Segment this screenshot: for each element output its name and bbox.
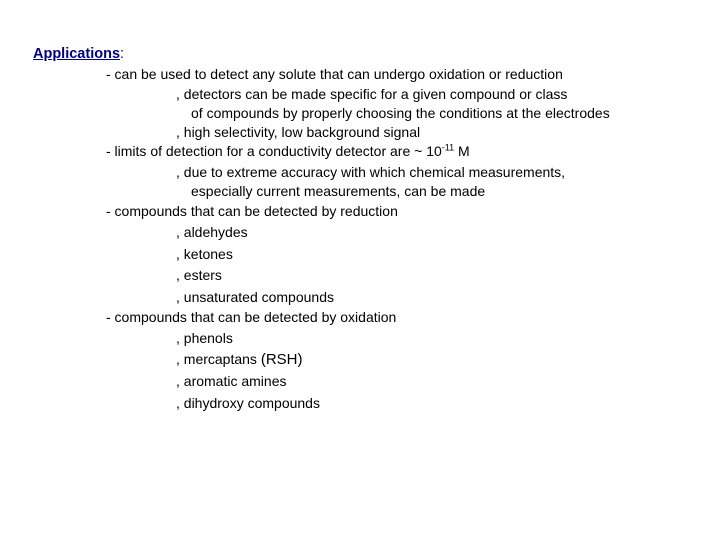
detection-limit-unit: M: [454, 143, 470, 159]
detection-limit-text: - limits of detection for a conductivity detector are ~ 10: [106, 143, 442, 159]
sub-bullet-line: , dihydroxy compounds: [176, 395, 320, 411]
sub-bullet-continuation: of compounds by properly choosing the conditions at the electrodes: [191, 105, 610, 121]
mercaptans-text: , mercaptans: [176, 351, 261, 367]
sub-bullet-line: [176, 351, 303, 368]
mercaptans-formula: (RSH): [260, 351, 303, 368]
sub-bullet-continuation: especially current measurements, can be made: [191, 183, 486, 199]
bullet-line: - can be used to detect any solute that can undergo oxidation or reduction: [106, 66, 563, 82]
sub-bullet-line: , phenols: [176, 330, 233, 346]
bullet-line: - compounds that can be detected by oxidation: [106, 309, 397, 325]
sub-bullet-line: , aromatic amines: [176, 373, 287, 389]
sub-bullet-line: , due to extreme accuracy with which chemical measurements,: [176, 164, 566, 180]
sub-bullet-line: , ketones: [176, 246, 233, 262]
sub-bullet-line: , unsaturated compounds: [176, 289, 334, 305]
heading-colon: :: [120, 46, 125, 62]
sub-bullet-line: , detectors can be made specific for a given compound or class: [176, 86, 568, 102]
detection-limit-exponent: -11: [441, 142, 455, 153]
sub-bullet-line: , high selectivity, low background signal: [176, 124, 421, 140]
sub-bullet-line: , aldehydes: [176, 224, 248, 240]
heading-title: Applications: [33, 46, 121, 62]
bullet-line: [106, 143, 470, 160]
sub-bullet-line: , esters: [176, 267, 222, 283]
bullet-line: - compounds that can be detected by reduction: [106, 203, 398, 219]
section-heading: [33, 46, 124, 63]
